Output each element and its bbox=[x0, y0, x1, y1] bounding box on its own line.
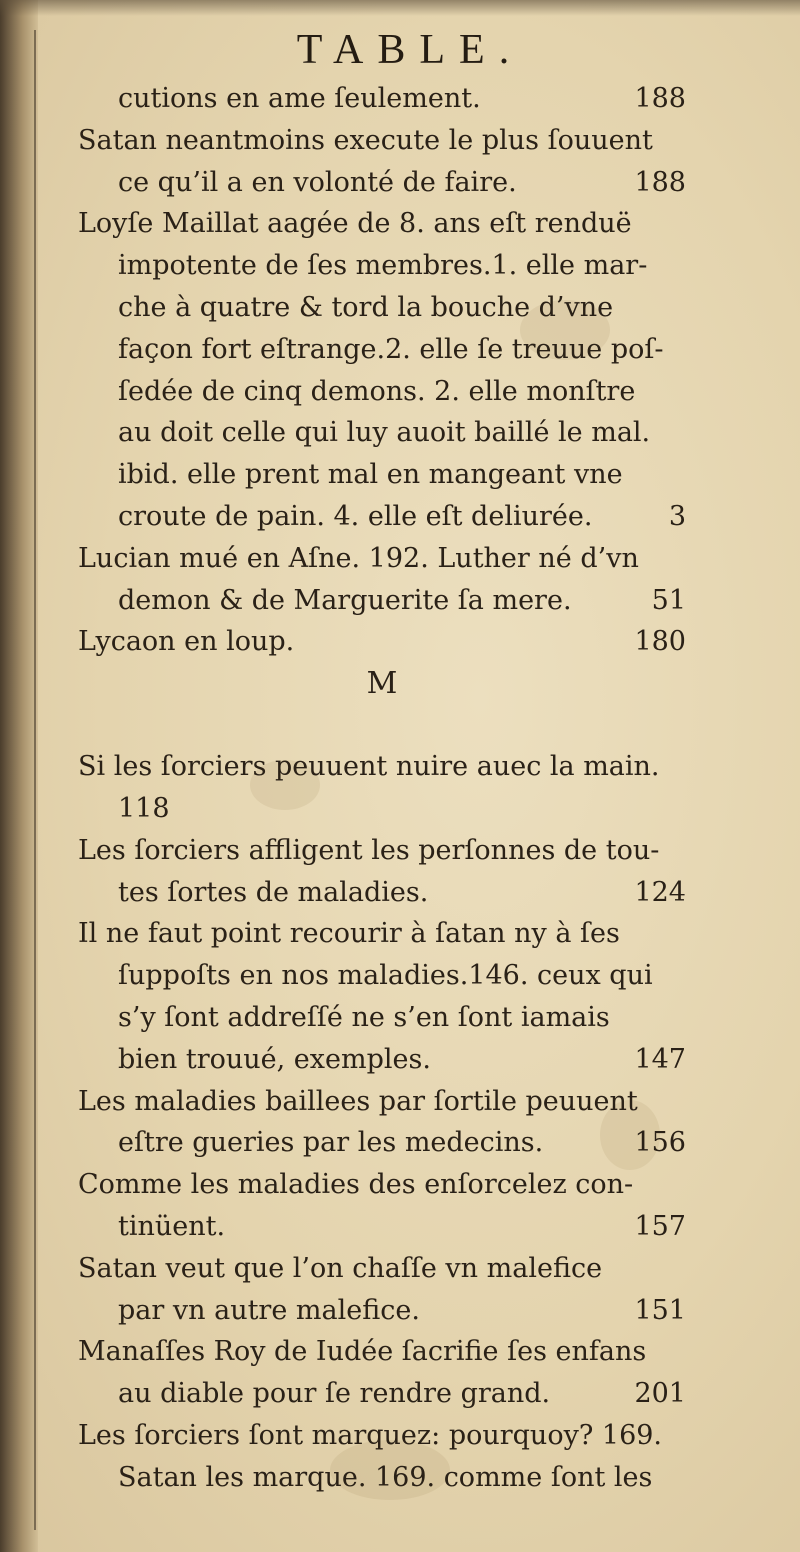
page-reference: 124 bbox=[634, 876, 686, 908]
index-line bbox=[78, 955, 686, 997]
index-line bbox=[78, 245, 686, 287]
index-line-text: Les maladies baillees par ſortile peuuent bbox=[78, 1085, 638, 1117]
index-line-text: demon & de Marguerite ſa mere. bbox=[118, 584, 572, 616]
section-letter: M bbox=[366, 666, 398, 702]
index-entries bbox=[78, 78, 686, 1499]
index-line bbox=[78, 1081, 686, 1123]
index-line bbox=[78, 872, 686, 914]
page-reference: 147 bbox=[634, 1043, 686, 1075]
index-line bbox=[78, 412, 686, 454]
index-line-text: cutions en ame ſeulement. bbox=[118, 83, 481, 114]
index-line-text: Les ſorciers affligent les perſonnes de tou- bbox=[78, 834, 660, 866]
index-line bbox=[78, 1248, 686, 1290]
index-line-text: Les ſorciers ſont marquez: pourquoy? 169. bbox=[78, 1419, 663, 1451]
index-line bbox=[78, 1164, 686, 1206]
index-line bbox=[78, 496, 686, 538]
index-line bbox=[78, 997, 686, 1039]
index-line-text: Loyſe Maillat aagée de 8. ans eſt renduë bbox=[78, 208, 632, 240]
index-line bbox=[78, 329, 686, 371]
index-line bbox=[78, 454, 686, 496]
index-line bbox=[78, 1122, 686, 1164]
index-line bbox=[78, 1373, 686, 1415]
index-line-text: 118 bbox=[118, 792, 170, 824]
index-line-text: au doit celle qui luy auoit baillé le mal. bbox=[118, 417, 651, 449]
index-line bbox=[78, 788, 686, 830]
page-header-title: TABLE. bbox=[296, 27, 524, 73]
index-line bbox=[78, 1457, 686, 1499]
index-line-text: façon fort eſtrange.2. elle ſe treuue poſ- bbox=[118, 333, 664, 365]
binding-edge-line bbox=[34, 30, 36, 1530]
entries-section-m bbox=[78, 746, 686, 1498]
index-line bbox=[78, 162, 686, 204]
entries-before-section bbox=[78, 78, 686, 663]
index-line-text: Lycaon en loup. bbox=[78, 626, 295, 658]
index-line bbox=[78, 1039, 686, 1081]
index-line-text: Satan neantmoins execute le plus ſouuent bbox=[78, 124, 653, 156]
index-line bbox=[78, 371, 686, 413]
index-line-text: ſedée de cinq demons. 2. elle monſtre bbox=[118, 375, 636, 407]
index-line-text: impotente de ſes membres.1. elle mar- bbox=[118, 250, 648, 282]
index-line-text: ſuppoſts en nos maladies.146. ceux qui bbox=[118, 960, 653, 992]
index-line bbox=[78, 621, 686, 663]
index-line bbox=[78, 1206, 686, 1248]
index-line-text: Lucian mué en Aſne. 192. Luther né d’vn bbox=[78, 542, 639, 574]
page-reference: 3 bbox=[668, 500, 686, 532]
page-reference: 188 bbox=[634, 83, 686, 114]
index-line-text: ce qu’il a en volonté de faire. bbox=[118, 166, 517, 198]
index-line-text: eſtre gueries par les medecins. bbox=[118, 1127, 544, 1159]
index-line bbox=[78, 830, 686, 872]
book-binding bbox=[0, 0, 38, 1552]
page-reference: 180 bbox=[634, 626, 686, 658]
index-line-text: au diable pour ſe rendre grand. bbox=[118, 1378, 551, 1410]
index-line-text: bien trouué, exemples. bbox=[118, 1043, 431, 1075]
index-line-text: Si les ſorciers peuuent nuire auec la main. bbox=[78, 751, 660, 783]
index-line bbox=[78, 287, 686, 329]
index-line bbox=[78, 120, 686, 162]
index-line bbox=[78, 538, 686, 580]
index-line-text: che à quatre & tord la bouche d’vne bbox=[118, 291, 614, 323]
index-line-text: tinüent. bbox=[118, 1210, 226, 1242]
index-line bbox=[78, 1331, 686, 1373]
index-line bbox=[78, 1290, 686, 1332]
index-line-text: tes ſortes de maladies. bbox=[118, 876, 429, 908]
index-line-text: Satan veut que l’on chaſſe vn malefice bbox=[78, 1252, 603, 1284]
page-reference: 151 bbox=[634, 1294, 686, 1326]
page-reference: 156 bbox=[634, 1127, 686, 1159]
section-heading-m bbox=[78, 663, 686, 746]
index-line bbox=[78, 1415, 686, 1457]
index-line-text: Il ne faut point recourir à ſatan ny à ſes bbox=[78, 918, 620, 950]
index-line bbox=[78, 913, 686, 955]
page-reference: 51 bbox=[651, 584, 686, 616]
top-edge-shadow bbox=[0, 0, 800, 16]
index-line-text: ibid. elle prent mal en mangeant vne bbox=[118, 459, 623, 491]
index-line-text: Manaſſes Roy de Iudée ſacrifie ſes enfans bbox=[78, 1336, 647, 1368]
index-line-text: croute de pain. 4. elle eſt deliurée. bbox=[118, 500, 593, 532]
index-line bbox=[78, 203, 686, 245]
index-line-text: par vn autre malefice. bbox=[118, 1294, 420, 1326]
index-line bbox=[78, 580, 686, 622]
page-reference: 157 bbox=[634, 1210, 686, 1242]
index-line-text: s’y ſont addreſſé ne s’en ſont iamais bbox=[118, 1001, 610, 1033]
index-line bbox=[78, 78, 686, 120]
index-line bbox=[78, 746, 686, 788]
page-reference: 188 bbox=[634, 166, 686, 198]
page-reference: 201 bbox=[634, 1378, 686, 1410]
index-line-text: Satan les marque. 169. comme ſont les bbox=[118, 1461, 653, 1493]
index-line-text: Comme les maladies des enſorcelez con- bbox=[78, 1169, 634, 1201]
